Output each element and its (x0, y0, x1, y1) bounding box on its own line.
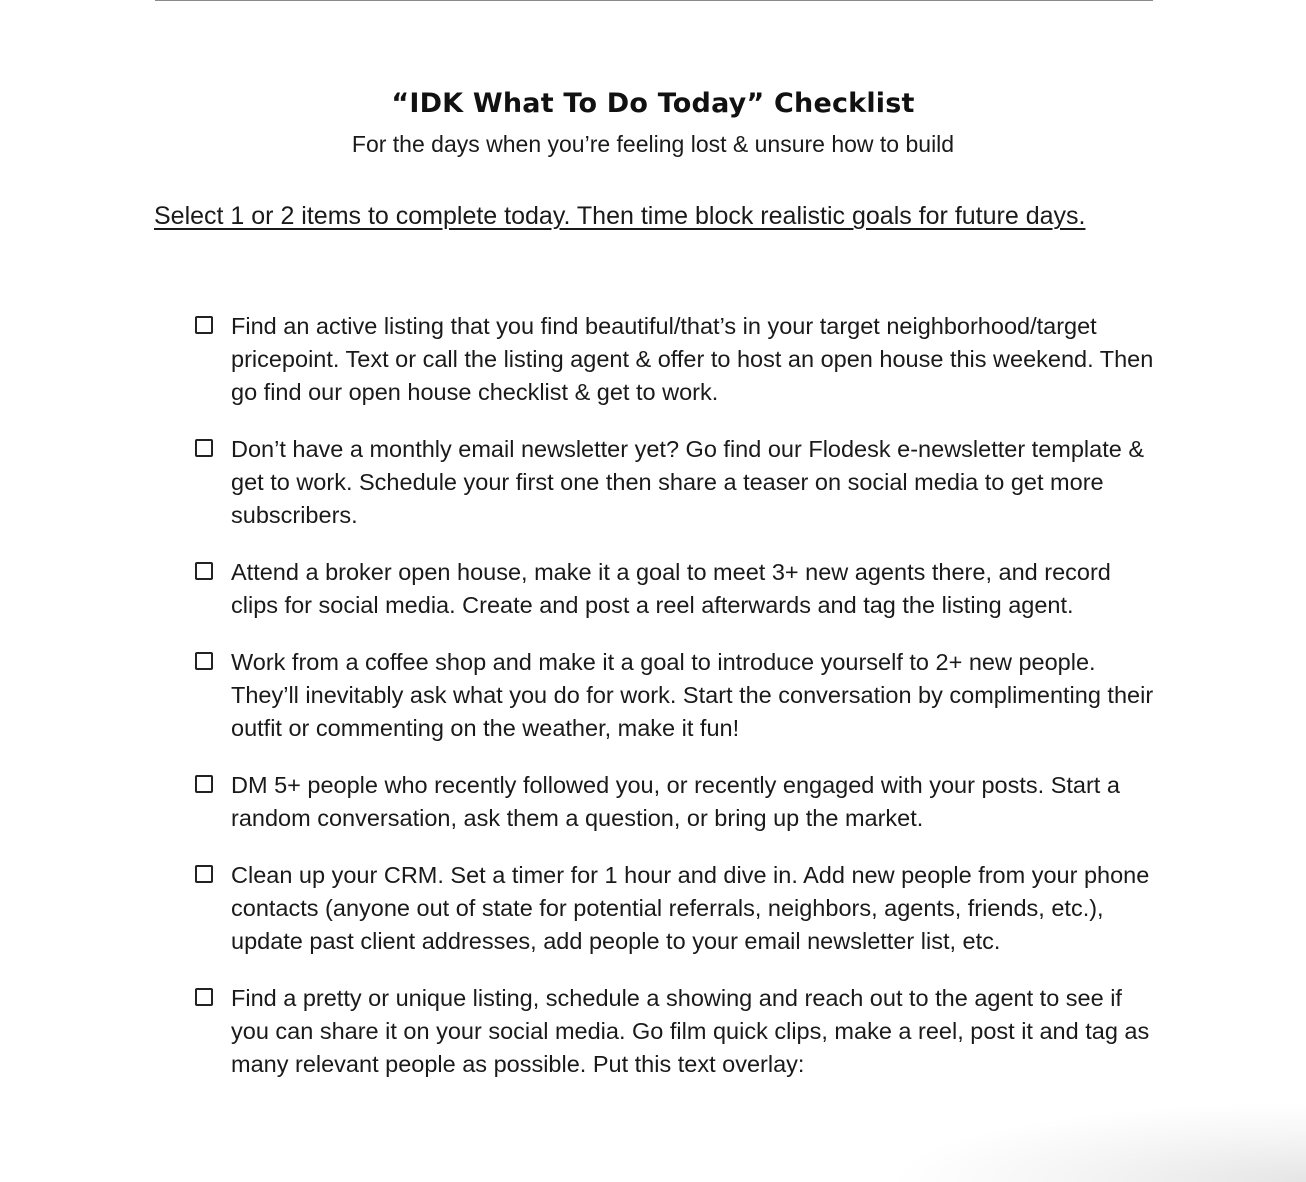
checklist-item (194, 646, 1154, 745)
checklist (194, 310, 1154, 1105)
checklist-item-text: Clean up your CRM. Set a timer for 1 hour and dive in. Add new people from your phone contacts (anyone out of state for potential referrals, neighbors, agents, friends, etc.), update past client addresses, add people to your email newsletter list, etc. (231, 862, 1150, 954)
checklist-item-text: Find an active listing that you find beautiful/that’s in your target neighborhood/target pricepoint. Text or call the listing agent & offer to host an open house this weekend. Then go find our open house checklist & get to work. (231, 313, 1154, 405)
checklist-item (194, 982, 1154, 1081)
checklist-item-text: Attend a broker open house, make it a goal to meet 3+ new agents there, and record clips for social media. Create and post a reel afterwards and tag the listing agent. (231, 559, 1111, 618)
page-top-divider (155, 0, 1153, 1)
checkbox[interactable] (195, 652, 213, 670)
checklist-item (194, 556, 1154, 622)
document-title: “IDK What To Do Today” Checklist (391, 88, 915, 119)
checkbox[interactable] (195, 775, 213, 793)
checkbox[interactable] (195, 988, 213, 1006)
checkbox[interactable] (195, 865, 213, 883)
checklist-item-text: Work from a coffee shop and make it a goal to introduce yourself to 2+ new people. They’ll inevitably ask what you do for work. Start the conversation by complimenting their outfit or commenting on the weather, make it fun! (231, 649, 1154, 741)
instructions-text: Select 1 or 2 items to complete today. Then time block realistic goals for future days. (154, 202, 1086, 230)
checklist-item (194, 769, 1154, 835)
checklist-item (194, 310, 1154, 409)
page-corner-shadow (886, 1102, 1306, 1182)
checkbox[interactable] (195, 316, 213, 334)
checklist-item-text: Don’t have a monthly email newsletter yet? Go find our Flodesk e-newsletter template & get to work. Schedule your first one then share a teaser on social media to get more subscribers. (231, 436, 1145, 528)
checkbox[interactable] (195, 439, 213, 457)
checklist-item-text: DM 5+ people who recently followed you, or recently engaged with your posts. Start a random conversation, ask them a question, or bring up the market. (231, 772, 1120, 831)
document-subtitle: For the days when you’re feeling lost & unsure how to build (351, 131, 955, 157)
checklist-item (194, 433, 1154, 532)
checklist-item-text: Find a pretty or unique listing, schedule a showing and reach out to the agent to see if you can share it on your social media. Go film quick clips, make a reel, post it and tag as many relevant people as possible. Put this text overlay: (231, 985, 1150, 1077)
checklist-item (194, 859, 1154, 958)
checkbox[interactable] (195, 562, 213, 580)
